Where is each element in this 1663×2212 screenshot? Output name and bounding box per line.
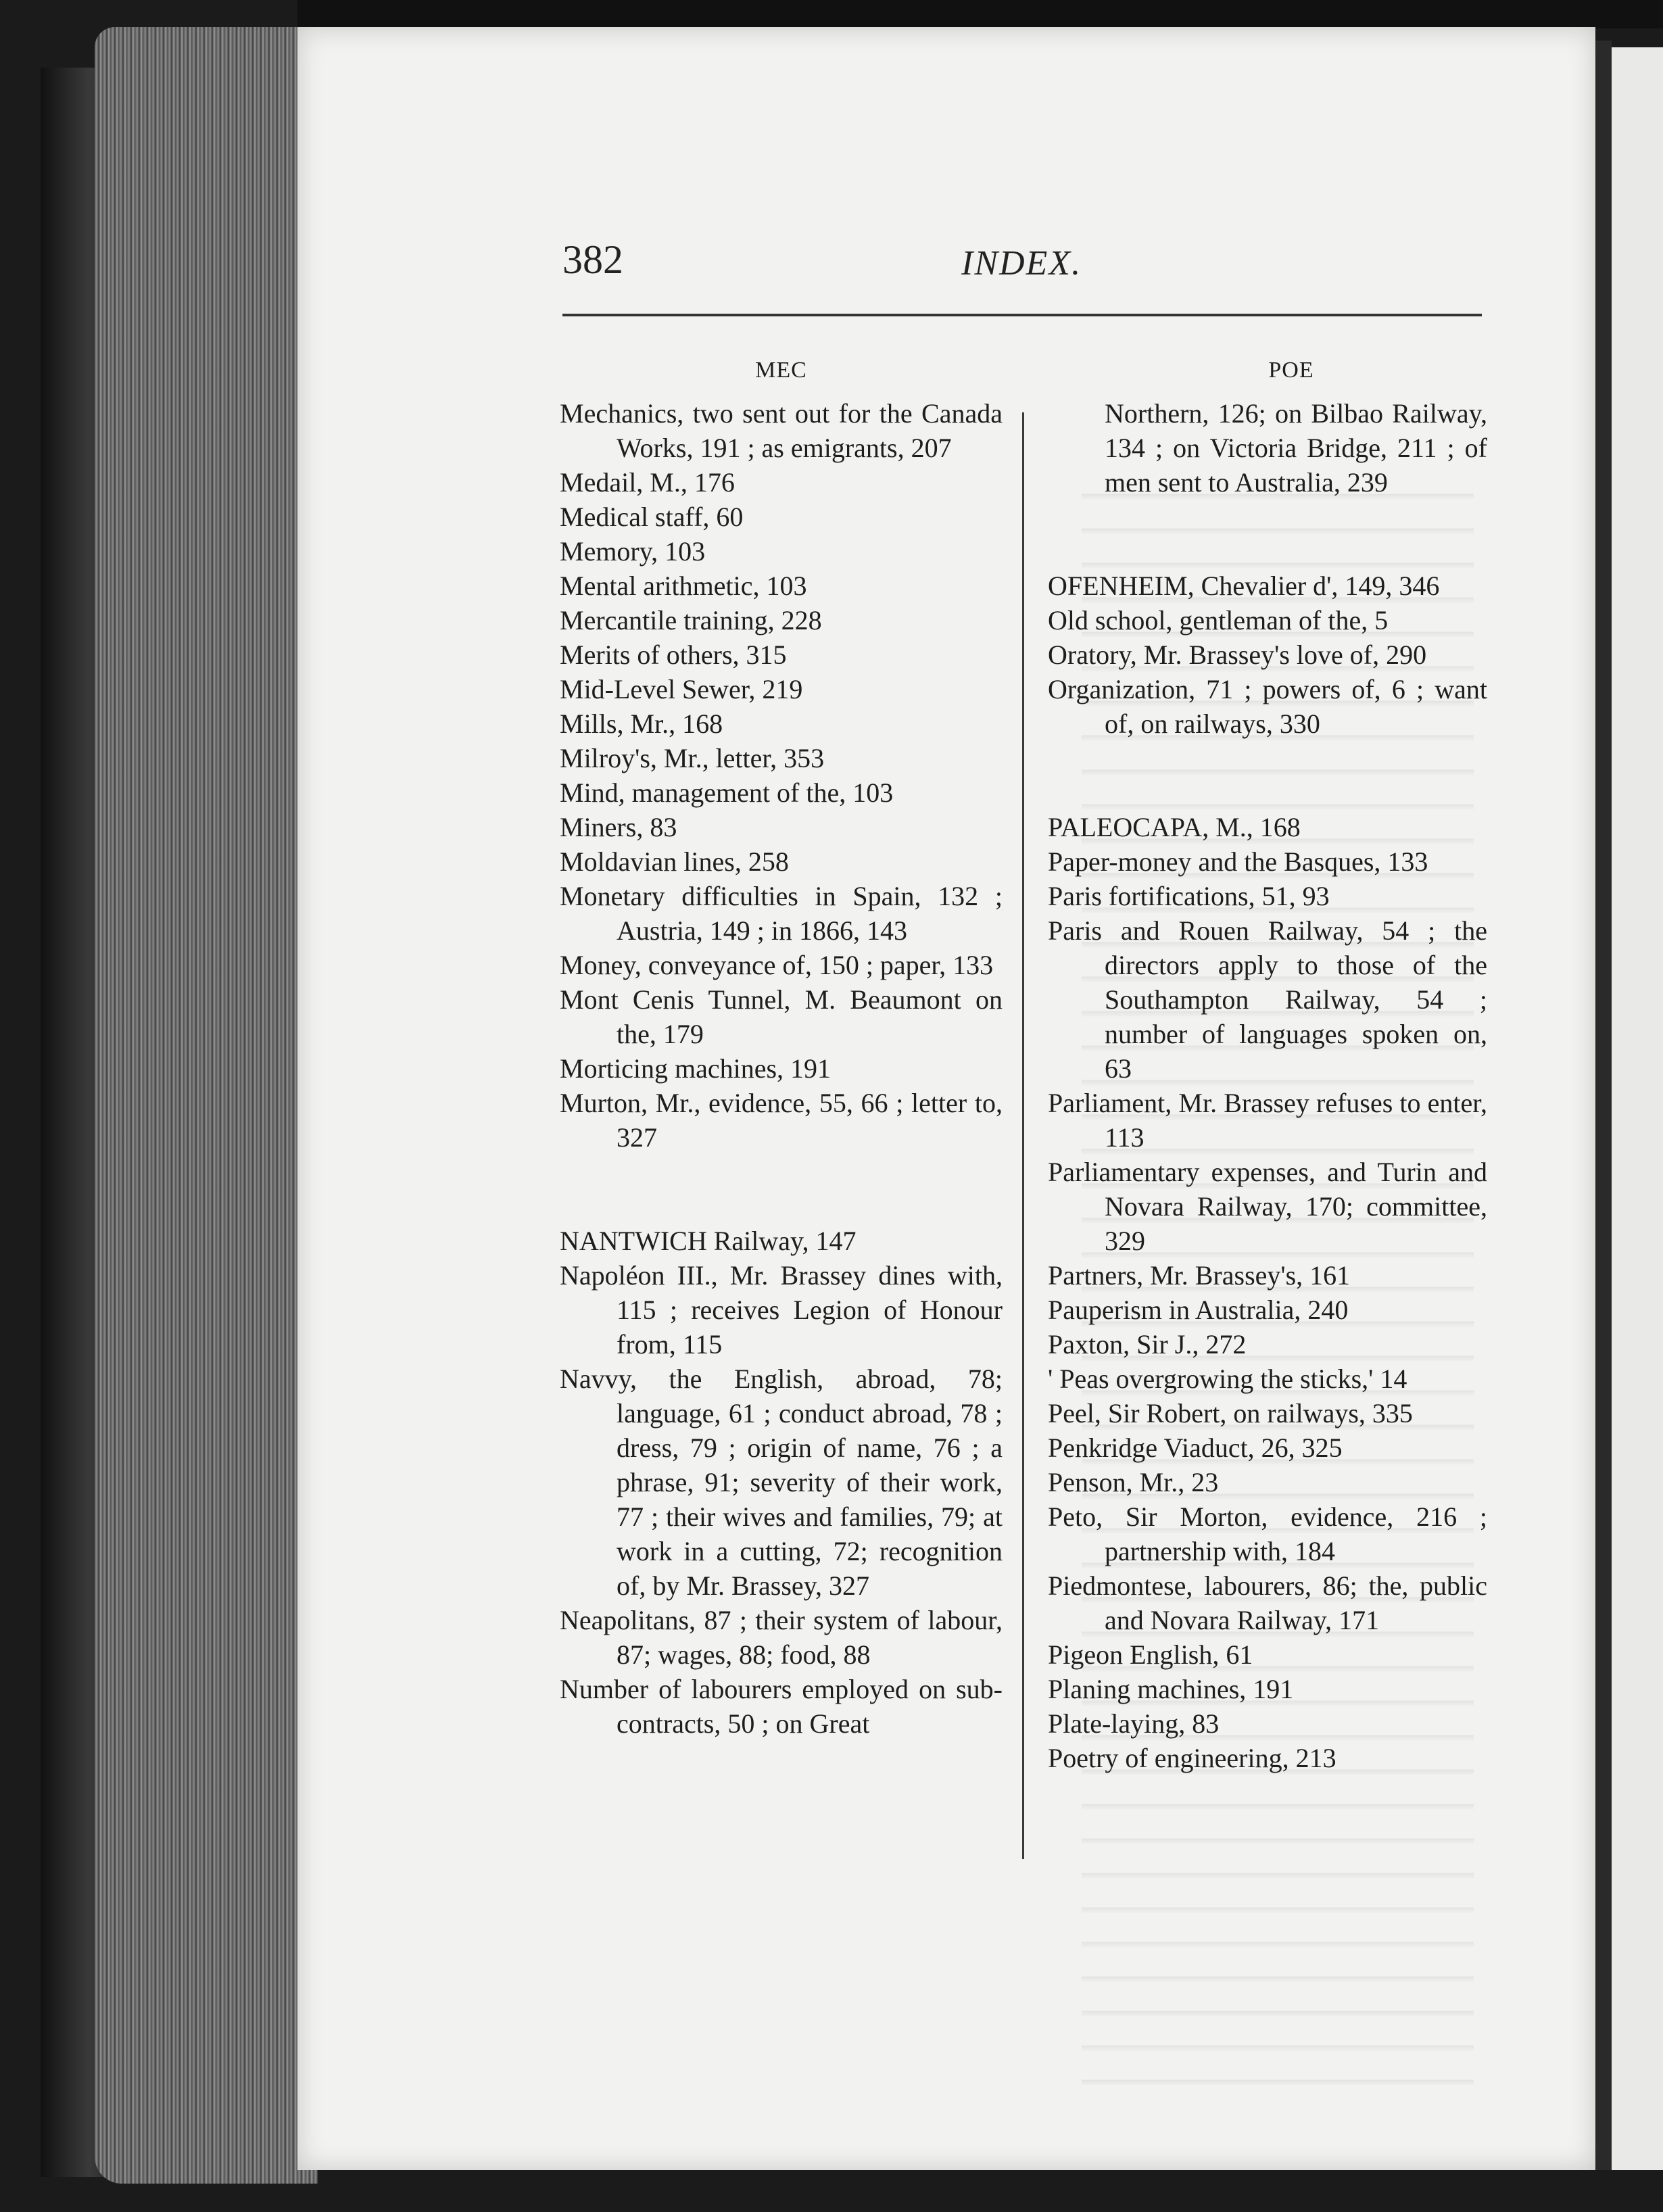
index-entry: PALEOCAPA, M., 168: [1048, 812, 1301, 842]
index-entry: Piedmontese, labourers, 86; the, public and Novara Railway, 171: [1048, 1570, 1487, 1635]
index-entry: Mercantile training, 228: [560, 605, 822, 635]
index-entry: Murton, Mr., evidence, 55, 66 ; letter to, 327: [560, 1088, 1003, 1153]
index-entry: Partners, Mr. Brassey's, 161: [1048, 1260, 1351, 1291]
index-entry: Penkridge Viaduct, 26, 325: [1048, 1433, 1343, 1463]
running-head: [562, 230, 1482, 304]
index-entry: Plate-laying, 83: [1048, 1708, 1220, 1739]
index-entry: Mid-Level Sewer, 219: [560, 674, 803, 704]
index-entry: Planing machines, 191: [1048, 1674, 1294, 1704]
index-entry: Mental arithmetic, 103: [560, 571, 807, 601]
column-heading: MEC: [755, 358, 807, 383]
index-entry: Neapolitans, 87 ; their system of labour, 87; wages, 88; food, 88: [560, 1605, 1003, 1670]
page-title: INDEX.: [961, 244, 1082, 283]
index-column-left: [560, 350, 1003, 1741]
index-entry: Peto, Sir Morton, evidence, 216 ; partnership with, 184: [1048, 1501, 1487, 1566]
next-page-edge: [1612, 47, 1663, 2170]
index-entry: Memory, 103: [560, 536, 706, 567]
index-entry: Parliament, Mr. Brassey refuses to enter, 113: [1048, 1088, 1487, 1153]
index-column-right: [1048, 350, 1487, 1775]
index-entry: Mont Cenis Tunnel, M. Beaumont on the, 179: [560, 984, 1003, 1049]
index-entry: Penson, Mr., 23: [1048, 1467, 1219, 1497]
index-entry: Old school, gentleman of the, 5: [1048, 605, 1389, 635]
index-entry: Monetary difficulties in Spain, 132 ; Austria, 149 ; in 1866, 143: [560, 881, 1003, 946]
index-entry: Oratory, Mr. Brassey's love of, 290: [1048, 640, 1427, 670]
index-entry: Milroy's, Mr., letter, 353: [560, 743, 825, 773]
index-entry: Pauperism in Australia, 240: [1048, 1295, 1349, 1325]
index-entry: Paris and Rouen Railway, 54 ; the directors apply to those of the Southampton Railway, 54 ; number of languages spoken on, 63: [1048, 915, 1487, 1084]
page-number: 382: [562, 237, 623, 282]
index-entry: Organization, 71 ; powers of, 6 ; want of, on railways, 330: [1048, 674, 1487, 739]
column-heading: POE: [1268, 358, 1314, 383]
index-entry: Parliamentary expenses, and Turin and Novara Railway, 170; committee, 329: [1048, 1157, 1487, 1256]
index-entry: Morticing machines, 191: [560, 1053, 832, 1084]
index-entry: Number of labourers employed on sub-contracts, 50 ; on Great: [560, 1674, 1003, 1739]
index-entry: Miners, 83: [560, 812, 677, 842]
index-entry: Money, conveyance of, 150 ; paper, 133: [560, 950, 994, 980]
index-entry: Pigeon English, 61: [1048, 1639, 1253, 1670]
index-entry: Mechanics, two sent out for the Canada Works, 191 ; as emigrants, 207: [560, 398, 1003, 463]
index-entry: Paris fortifications, 51, 93: [1048, 881, 1330, 911]
index-entry: Merits of others, 315: [560, 640, 787, 670]
index-entry: Medail, M., 176: [560, 467, 735, 498]
index-entry: ' Peas overgrowing the sticks,' 14: [1048, 1364, 1407, 1394]
index-entry: Peel, Sir Robert, on railways, 335: [1048, 1398, 1413, 1428]
gutter-shadow: [1595, 41, 1612, 2170]
index-entry: Mills, Mr., 168: [560, 708, 723, 739]
index-entry: NANTWICH Railway, 147: [560, 1226, 857, 1256]
index-entry: Napoléon III., Mr. Brassey dines with, 115 ; receives Legion of Honour from, 115: [560, 1260, 1003, 1360]
index-entry: Paxton, Sir J., 272: [1048, 1329, 1247, 1360]
index-entry: Medical staff, 60: [560, 502, 744, 532]
index-entry: Poetry of engineering, 213: [1048, 1743, 1336, 1773]
index-entry: Navvy, the English, abroad, 78; language, 61 ; conduct abroad, 78 ; dress, 79 ; origin of name, 76 ; a phrase, 91; severity of their work, 77 ; their wives and families, 79; at work in a cutting, 72; recognition of, by Mr. Brassey, 327: [560, 1364, 1003, 1601]
index-entry-continued: Northern, 126; on Bilbao Railway, 134 ; on Victoria Bridge, 211 ; of men sent to Australia, 239: [1105, 398, 1487, 498]
header-rule: [562, 314, 1482, 316]
index-entry: Paper-money and the Basques, 133: [1048, 846, 1428, 877]
index-entry: OFENHEIM, Chevalier d', 149, 346: [1048, 571, 1440, 601]
index-entry: Moldavian lines, 258: [560, 846, 789, 877]
column-divider: [1022, 412, 1024, 1859]
book-page-edges: [95, 27, 318, 2184]
top-background: [297, 0, 1663, 28]
index-entry: Mind, management of the, 103: [560, 777, 894, 808]
